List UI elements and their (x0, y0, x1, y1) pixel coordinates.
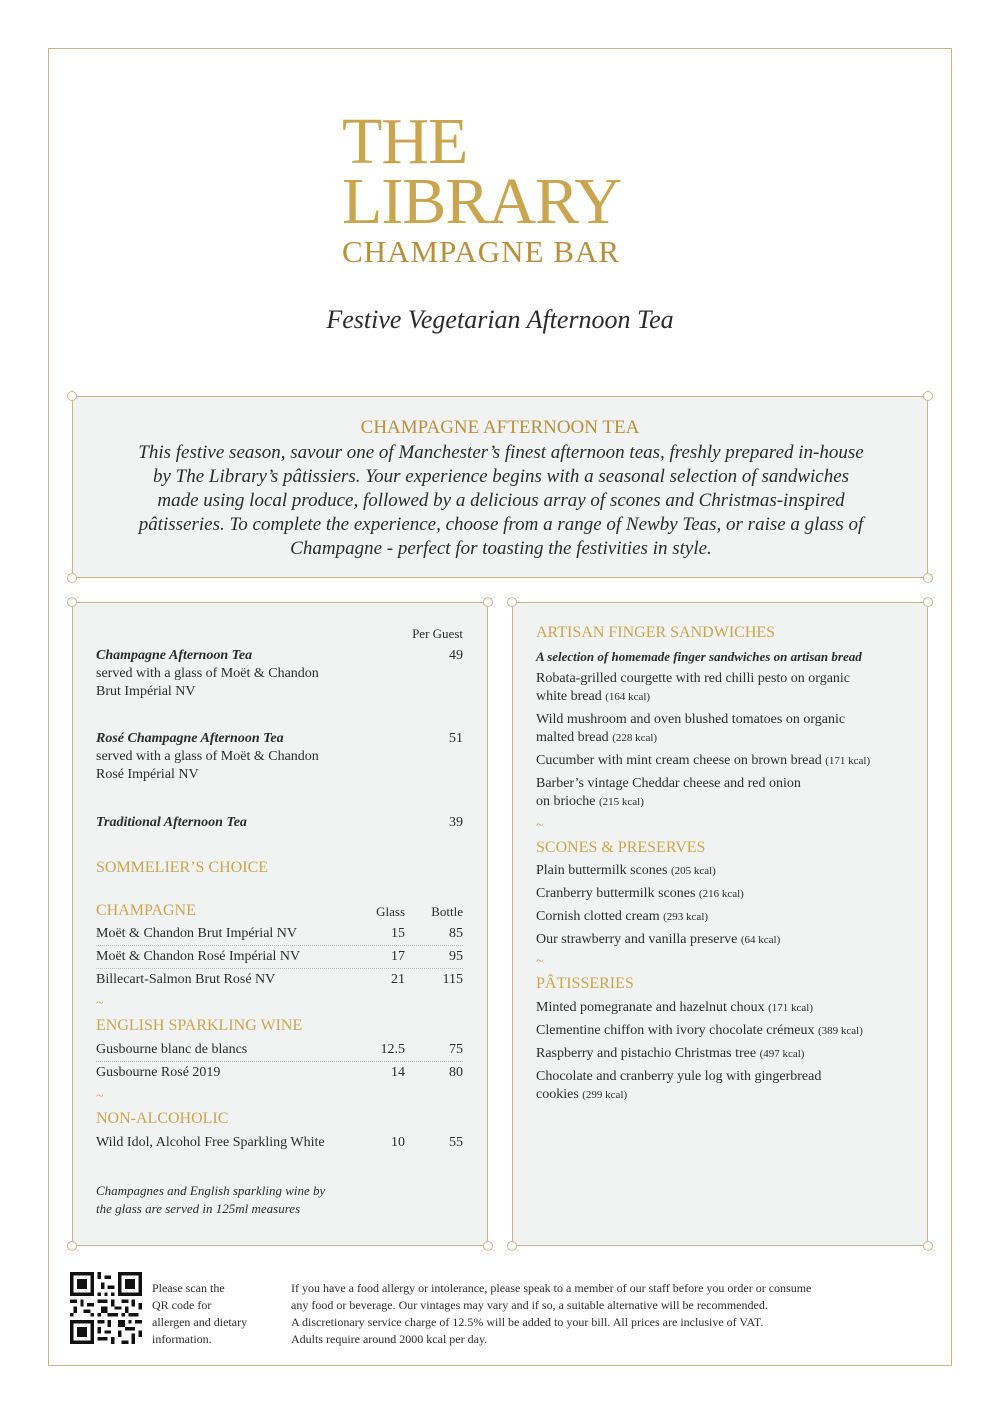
tea-desc: served with a glass of Moët & Chandon (96, 749, 319, 764)
tea-desc: served with a glass of Moët & Chandon (96, 666, 319, 681)
wine-glass-price: 21 (391, 972, 405, 987)
tea-name: Traditional Afternoon Tea (96, 815, 247, 830)
brand-line-1: THE (342, 105, 468, 178)
english-sparkling-heading: ENGLISH SPARKLING WINE (96, 1017, 303, 1034)
tea-price: 49 (449, 648, 463, 663)
per-guest-label: Per Guest (412, 626, 463, 641)
kcal-label: (164 kcal) (605, 691, 651, 703)
wine-glass-price: 14 (391, 1065, 405, 1080)
sandwiches-heading: ARTISAN FINGER SANDWICHES (536, 624, 776, 641)
wine-bottle-price: 95 (449, 949, 463, 964)
tea-price: 39 (449, 815, 463, 830)
menu-item: Wild mushroom and oven blushed tomatoes on organic (536, 712, 846, 727)
intro-panel (72, 396, 928, 578)
wine-name: Wild Idol, Alcohol Free Sparkling White (96, 1135, 325, 1150)
wine-bottle-price: 115 (442, 972, 463, 987)
tea-desc: Rosé Impérial NV (96, 767, 199, 782)
brand-logo (342, 105, 672, 270)
measures-note: Champagnes and English sparkling wine by (96, 1183, 326, 1198)
kcal-label: (64 kcal) (740, 934, 781, 946)
menu-item-text: Cornish clotted cream (536, 909, 660, 924)
wine-name: Billecart-Salmon Brut Rosé NV (96, 972, 276, 987)
food-panel (512, 602, 928, 1246)
qr-text-line: Please scan the (152, 1281, 225, 1295)
wine-glass-price: 10 (391, 1135, 405, 1150)
scones-heading: SCONES & PRESERVES (536, 839, 706, 856)
menu-item-text: Cranberry buttermilk scones (536, 886, 696, 901)
wine-glass-price: 17 (391, 949, 405, 964)
menu-item (536, 729, 916, 747)
kcal-label: (171 kcal) (768, 1002, 813, 1014)
tea-name: Champagne Afternoon Tea (96, 648, 253, 663)
section-tilde: ~ (96, 996, 104, 1011)
menu-item-text: on brioche (536, 794, 596, 809)
kcal-label: (497 kcal) (759, 1048, 805, 1060)
menu-item (536, 1086, 916, 1104)
menu-item (536, 885, 916, 903)
menu-item (536, 908, 916, 926)
menu-item: Barber’s vintage Cheddar cheese and red onion (536, 776, 801, 791)
wine-bottle-price: 55 (449, 1135, 463, 1150)
tea-price: 51 (449, 731, 463, 746)
wine-bottle-price: 80 (449, 1065, 463, 1080)
sandwiches-intro: A selection of homemade finger sandwiches on artisan bread (536, 649, 862, 664)
wine-name: Moët & Chandon Brut Impérial NV (96, 926, 298, 941)
menu-item (536, 931, 916, 949)
kcal-label: (299 kcal) (582, 1089, 628, 1101)
menu-item: Chocolate and cranberry yule log with gingerbread (536, 1069, 822, 1084)
menu-item (536, 752, 926, 770)
patisseries-heading: PÂTISSERIES (536, 975, 634, 992)
kcal-label: (228 kcal) (612, 732, 658, 744)
section-tilde: ~ (96, 1089, 104, 1104)
wine-glass-price: 15 (391, 926, 405, 941)
menu-item (536, 793, 916, 811)
kcal-label: (215 kcal) (598, 796, 644, 808)
sommelier-heading: SOMMELIER’S CHOICE (96, 859, 269, 876)
notice-line: A discretionary service charge of 12.5% will be added to your bill. All prices are inclusive of VAT. (291, 1315, 764, 1329)
menu-item-text: white bread (536, 689, 602, 704)
tea-desc: Brut Impérial NV (96, 684, 196, 699)
wine-name: Gusbourne Rosé 2019 (96, 1065, 221, 1080)
menu-item-text: Cucumber with mint cream cheese on brown bread (536, 753, 822, 768)
kcal-label: (205 kcal) (670, 865, 716, 877)
section-tilde: ~ (536, 954, 544, 969)
menu-item-text: Clementine chiffon with ivory chocolate crémeux (536, 1023, 815, 1038)
menu-item (536, 999, 916, 1017)
kcal-label: (216 kcal) (698, 888, 744, 900)
menu-item (536, 1045, 916, 1063)
bottle-label: Bottle (431, 904, 463, 919)
qr-text-line: QR code for (152, 1298, 212, 1312)
measures-note: the glass are served in 125ml measures (96, 1201, 301, 1216)
wine-bottle-price: 75 (449, 1042, 463, 1057)
glass-label: Glass (376, 904, 405, 919)
menu-title: Festive Vegetarian Afternoon Tea (326, 305, 674, 334)
menu-item (536, 1022, 926, 1040)
wine-name: Gusbourne blanc de blancs (96, 1042, 248, 1057)
wine-name: Moët & Chandon Rosé Impérial NV (96, 949, 301, 964)
menu-item-text: malted bread (536, 730, 609, 745)
qr-text-line: allergen and dietary (152, 1315, 248, 1329)
menu-item-text: Plain buttermilk scones (536, 863, 668, 878)
brand-line-2: LIBRARY (342, 165, 622, 238)
qr-instructions (152, 1280, 282, 1348)
brand-line-3: CHAMPAGNE BAR (342, 234, 620, 269)
menu-item-text: cookies (536, 1087, 579, 1102)
non-alcoholic-heading: NON-ALCOHOLIC (96, 1110, 229, 1127)
menu-item-text: Our strawberry and vanilla preserve (536, 932, 738, 947)
notice-line: Adults require around 2000 kcal per day. (291, 1332, 488, 1346)
menu-item-text: Minted pomegranate and hazelnut choux (536, 1000, 765, 1015)
notice-line: If you have a food allergy or intolerance, please speak to a member of our staff before you order or consume (291, 1281, 812, 1295)
menu-item (536, 688, 916, 706)
menu-item-text: Raspberry and pistachio Christmas tree (536, 1046, 757, 1061)
qr-code-icon[interactable] (70, 1272, 142, 1344)
qr-text-line: information. (152, 1332, 212, 1346)
tea-name: Rosé Champagne Afternoon Tea (96, 731, 284, 746)
wine-glass-price: 12.5 (380, 1042, 405, 1057)
wine-bottle-price: 85 (449, 926, 463, 941)
intro-text: This festive season, savour one of Manchester’s finest afternoon teas, freshly prepared in-house by The Library’s pâtissiers. Your experience begins with a seasonal selection of sandwiches made using local produce, followed by a delicious array of scones and Christmas-inspired pâtisseries. To complete the experience, choose from a range of Newby Teas, or raise a glass of Champagne - perfect for toasting the festivities in style. (138, 442, 864, 559)
allergy-notice (291, 1280, 931, 1348)
intro-heading: CHAMPAGNE AFTERNOON TEA (360, 417, 640, 438)
menu-item (536, 862, 916, 880)
kcal-label: (293 kcal) (663, 911, 709, 923)
kcal-label: (171 kcal) (825, 755, 871, 767)
drinks-panel (72, 602, 488, 1246)
menu-item: Robata-grilled courgette with red chilli pesto on organic (536, 671, 851, 686)
notice-line: any food or beverage. Our vintages may vary and if so, a suitable alternative will be recommended. (291, 1298, 768, 1312)
kcal-label: (389 kcal) (817, 1025, 863, 1037)
champagne-heading: CHAMPAGNE (96, 902, 196, 919)
section-tilde: ~ (536, 818, 544, 833)
